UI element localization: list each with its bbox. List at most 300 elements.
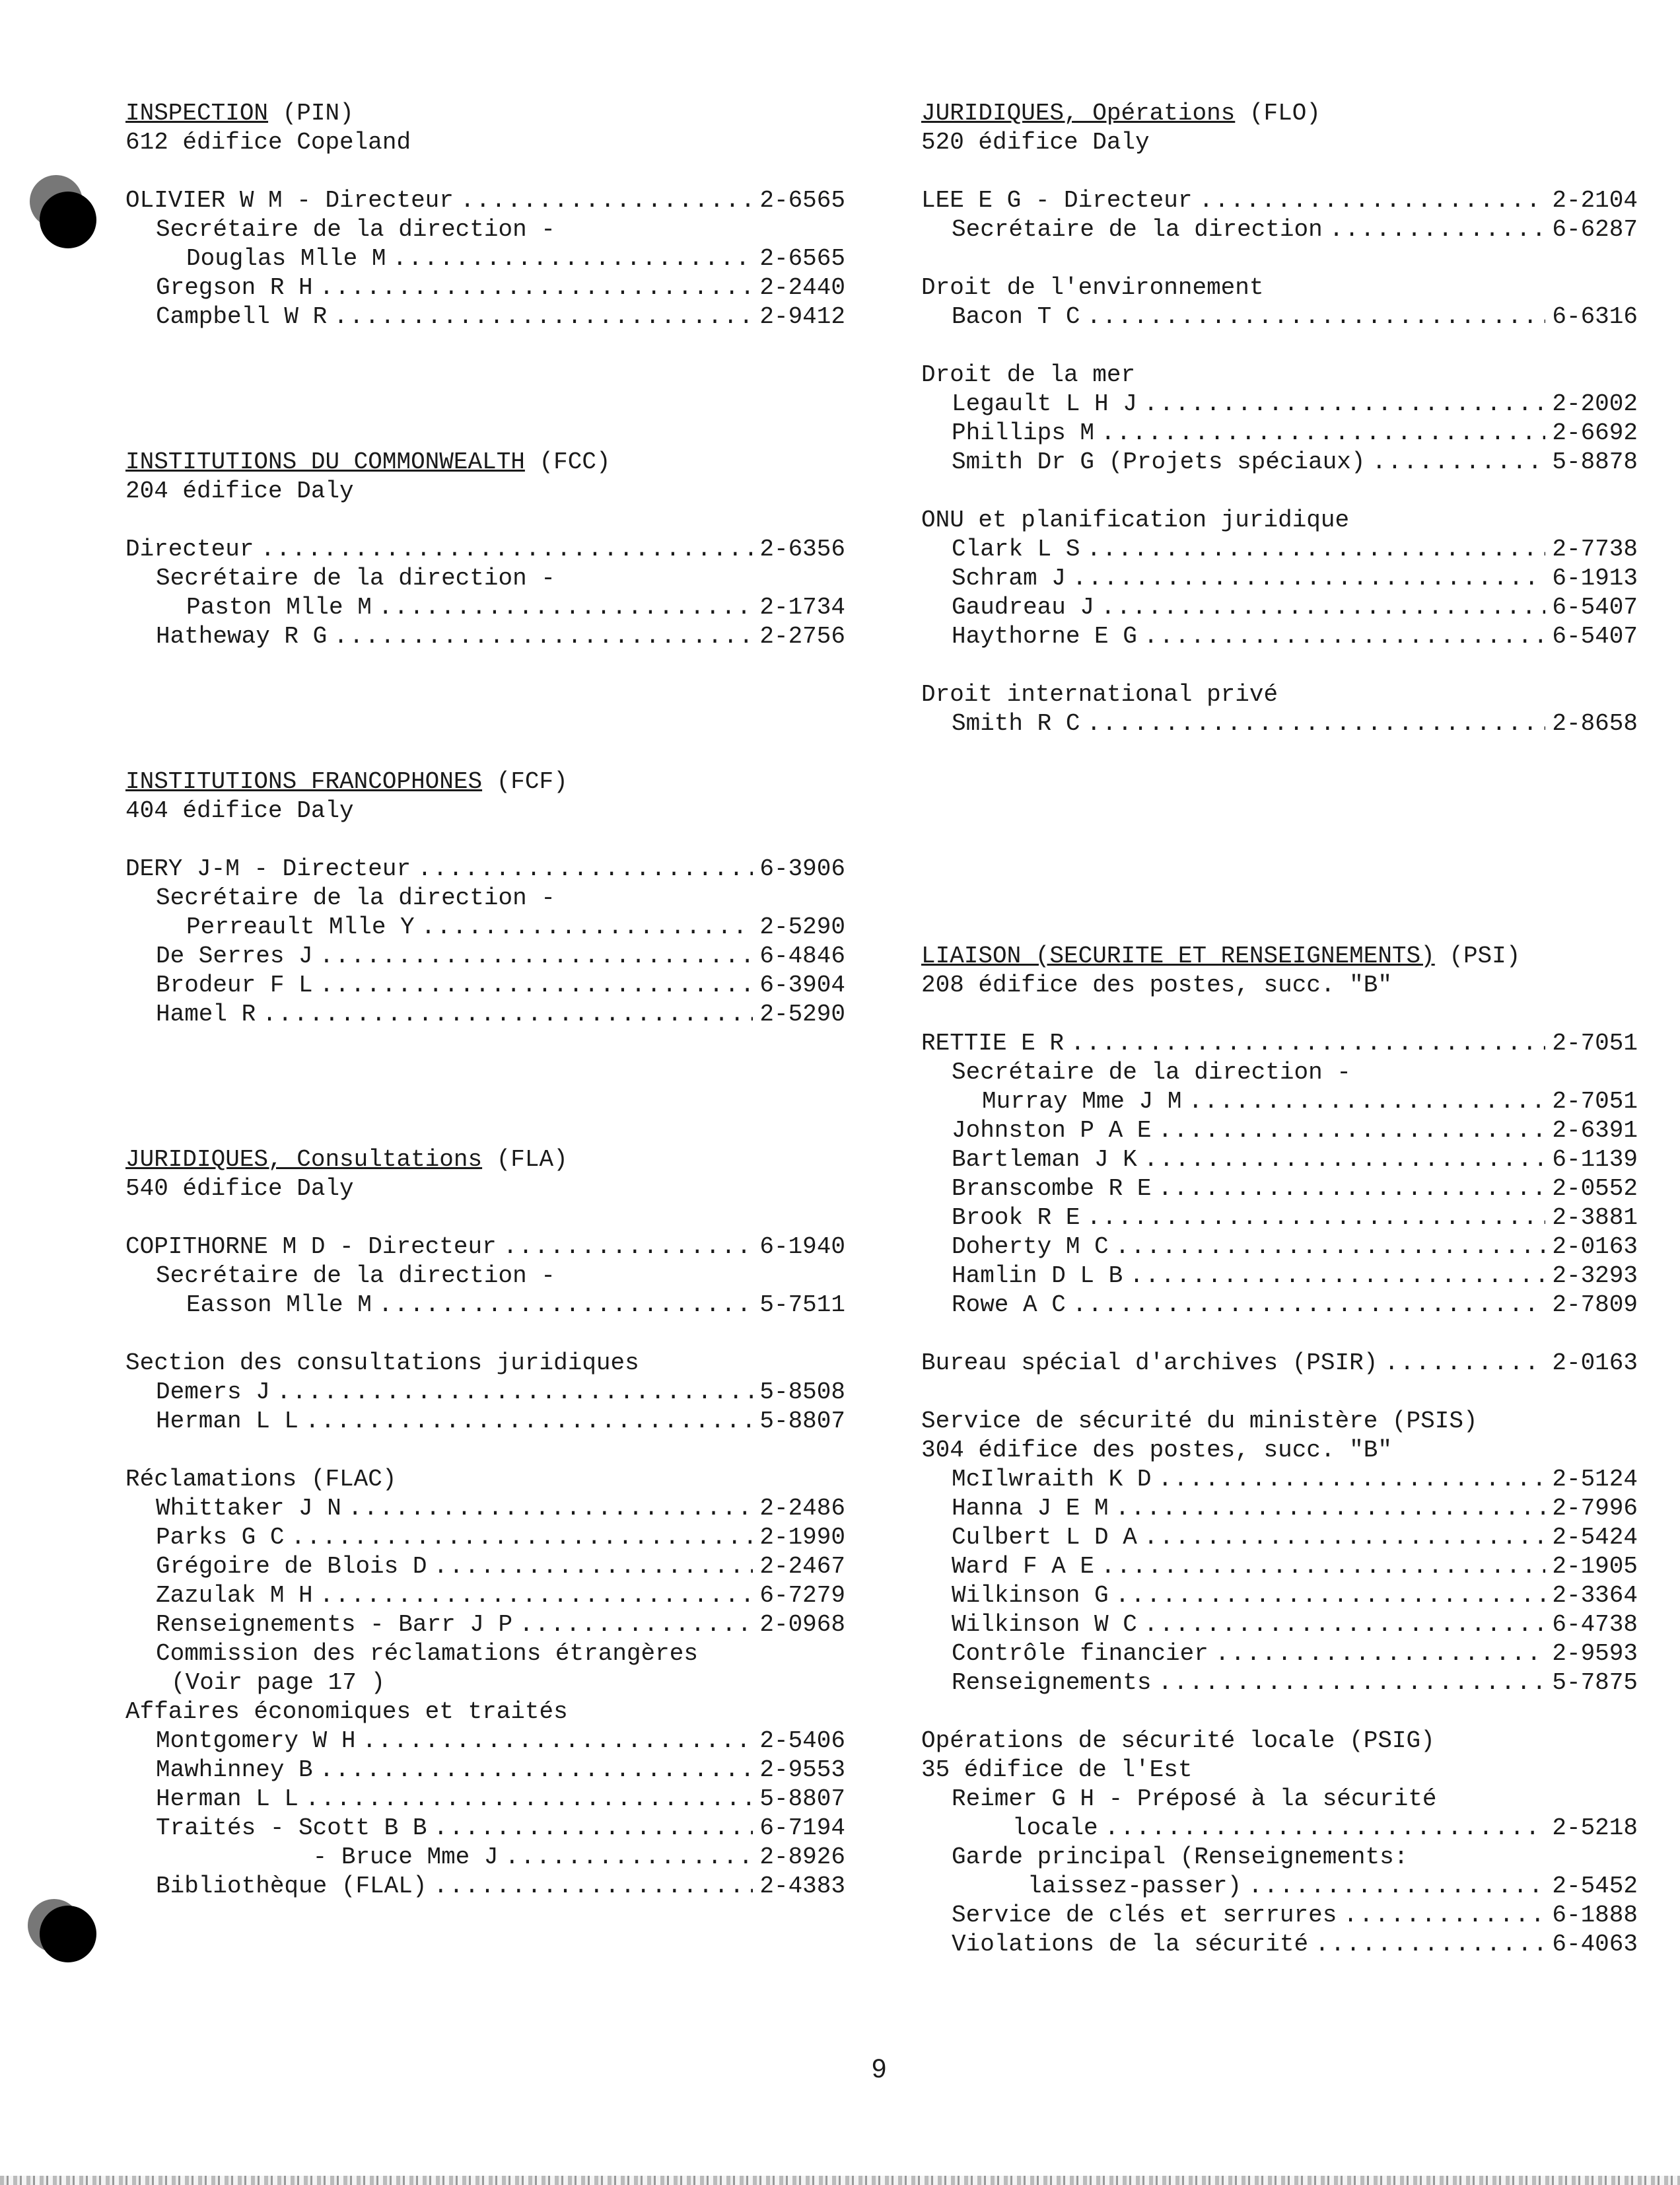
dot-leader [320, 942, 753, 971]
entry-name: Smith Dr G (Projets spéciaux) [952, 448, 1366, 476]
directory-entry [125, 942, 845, 971]
entry-name: Hatheway R G [156, 623, 328, 650]
directory-section [921, 942, 1638, 1320]
entry-name: Herman L L [156, 1785, 299, 1812]
directory-entry [921, 419, 1638, 448]
entry-phone: 2-1734 [759, 594, 845, 621]
dot-leader [378, 1291, 753, 1320]
section-code: (FCC) [539, 448, 611, 476]
dot-leader [1144, 1610, 1546, 1639]
entry-name: Commission des réclamations étrangères [156, 1640, 698, 1667]
directory-entry [125, 1233, 845, 1262]
heading-spacer [921, 157, 1638, 186]
dot-leader [505, 1843, 753, 1872]
directory-entry [921, 1029, 1638, 1058]
entry-name: Ward F A E [952, 1553, 1095, 1580]
dot-leader [277, 1378, 753, 1407]
entry-phone: 2-5290 [759, 1001, 845, 1028]
directory-entry [921, 1436, 1638, 1465]
heading-spacer [125, 1203, 845, 1233]
entry-name: Whittaker J N [156, 1495, 341, 1522]
directory-entry [125, 1668, 845, 1698]
entry-name: Haythorne E G [952, 623, 1137, 650]
directory-entry [125, 244, 845, 273]
entry-phone: 6-6316 [1552, 303, 1638, 330]
entry-name: Murray Mme J M [982, 1088, 1182, 1115]
dot-leader [417, 855, 753, 884]
entry-phone: 2-3293 [1552, 1262, 1638, 1289]
directory-entry [125, 1872, 845, 1901]
dot-leader [519, 1610, 753, 1639]
dot-leader [1315, 1930, 1545, 1959]
entry-phone: 2-5290 [759, 913, 845, 941]
dot-leader [1101, 593, 1545, 622]
entry-name: COPITHORNE M D - Directeur [125, 1233, 497, 1260]
dot-leader [392, 244, 753, 273]
directory-section [921, 1407, 1638, 1698]
directory-entry [125, 186, 845, 215]
entry-name: Schram J [952, 565, 1066, 592]
directory-entry [921, 1581, 1638, 1610]
entry-name: Secrétaire de la direction - [156, 216, 555, 243]
entry-name: Opérations de sécurité locale (PSIG) [921, 1727, 1435, 1754]
entry-name: Secrétaire de la direction - [952, 1059, 1351, 1086]
entry-phone: 2-6692 [1552, 419, 1638, 447]
directory-entry [125, 1465, 845, 1494]
entry-name: Smith R C [952, 710, 1080, 737]
section-address: 204 édifice Daly [125, 478, 354, 505]
directory-entry [921, 1785, 1638, 1814]
dot-leader [348, 1494, 753, 1523]
section-code: (PSI) [1449, 943, 1521, 970]
entry-phone: 2-7996 [1552, 1495, 1638, 1522]
dot-leader [1115, 1581, 1546, 1610]
entry-name: Renseignements [952, 1669, 1152, 1696]
directory-entry [921, 535, 1638, 564]
section-spacer [921, 244, 1638, 273]
dot-leader [433, 1814, 753, 1843]
heading-spacer [921, 1000, 1638, 1029]
entry-name: Traités - Scott B B [156, 1814, 427, 1842]
entry-name: RETTIE E R [921, 1030, 1065, 1057]
entry-name: locale [1012, 1814, 1098, 1842]
dot-leader [1158, 1174, 1545, 1203]
section-spacer [125, 1320, 845, 1349]
entry-phone: 6-4846 [759, 943, 845, 970]
directory-entry [921, 448, 1638, 477]
section-heading [125, 768, 845, 797]
heading-spacer [125, 157, 845, 186]
directory-entry [125, 535, 845, 564]
section-address: 540 édifice Daly [125, 1175, 354, 1202]
dot-leader [433, 1872, 753, 1901]
entry-phone: 2-1905 [1552, 1553, 1638, 1580]
entry-name: Secrétaire de la direction - [156, 884, 555, 912]
entry-phone: 5-8508 [759, 1379, 845, 1406]
entry-phone: 2-5452 [1552, 1873, 1638, 1900]
section-title: INSTITUTIONS DU COMMONWEALTH [125, 448, 525, 476]
entry-name: Culbert L D A [952, 1524, 1137, 1551]
dot-leader [1070, 1029, 1545, 1058]
directory-entry [921, 1610, 1638, 1639]
directory-entry [921, 506, 1638, 535]
entry-name: Clark L S [952, 536, 1080, 563]
dot-leader [305, 1785, 753, 1814]
entry-name: Grégoire de Blois D [156, 1553, 427, 1580]
section-spacer [921, 477, 1638, 506]
entry-name: De Serres J [156, 943, 313, 970]
entry-name: - Bruce Mme J [156, 1844, 499, 1871]
dot-leader [1072, 564, 1546, 593]
directory-entry [125, 1727, 845, 1756]
entry-phone: 6-1913 [1552, 565, 1638, 592]
dot-leader [1248, 1872, 1545, 1901]
directory-entry [921, 1203, 1638, 1233]
entry-phone: 2-2467 [759, 1553, 845, 1580]
right-column [921, 99, 1638, 1959]
dot-leader [1144, 622, 1546, 651]
section-spacer [921, 1378, 1638, 1407]
dot-leader [320, 1756, 753, 1785]
directory-entry [921, 1668, 1638, 1698]
dot-leader [433, 1552, 753, 1581]
dot-leader [1086, 1203, 1545, 1233]
section-heading [125, 1145, 845, 1174]
dot-leader [1158, 1668, 1545, 1698]
entry-name: Douglas Mlle M [186, 245, 386, 272]
directory-section [921, 1349, 1638, 1378]
entry-phone: 2-8658 [1552, 710, 1638, 737]
entry-name: Droit de la mer [921, 361, 1136, 388]
directory-entry [125, 593, 845, 622]
directory-entry [125, 1610, 845, 1639]
entry-name: 304 édifice des postes, succ. "B" [921, 1437, 1392, 1464]
entry-phone: 5-8807 [759, 1408, 845, 1435]
directory-entry [921, 1407, 1638, 1436]
dot-leader [305, 1407, 753, 1436]
directory-entry [921, 1756, 1638, 1785]
directory-entry [125, 1843, 845, 1872]
entry-name: Zazulak M H [156, 1582, 313, 1609]
directory-entry [125, 884, 845, 913]
directory-entry [921, 1901, 1638, 1930]
section-title: JURIDIQUES, Opérations [921, 100, 1236, 127]
directory-entry [125, 1407, 845, 1436]
directory-entry [125, 1349, 845, 1378]
directory-entry [125, 564, 845, 593]
dot-leader [1105, 1814, 1546, 1843]
section-code: (FLO) [1249, 100, 1321, 127]
directory-entry [125, 1494, 845, 1523]
dot-leader [1144, 1523, 1546, 1552]
dot-leader [1158, 1116, 1545, 1145]
directory-entry [921, 1291, 1638, 1320]
directory-section [125, 99, 845, 332]
entry-name: 35 édifice de l'Est [921, 1756, 1193, 1783]
entry-name: Droit international privé [921, 681, 1278, 708]
entry-name: Section des consultations juridiques [125, 1349, 639, 1377]
entry-name: Parks G C [156, 1524, 285, 1551]
directory-entry [921, 1552, 1638, 1581]
directory-entry [921, 1814, 1638, 1843]
section-spacer [921, 651, 1638, 680]
entry-name: Secrétaire de la direction - [156, 565, 555, 592]
entry-name: Droit de l'environnement [921, 274, 1264, 301]
dot-leader [333, 622, 753, 651]
directory-entry [125, 1698, 845, 1727]
entry-phone: 2-6565 [759, 187, 845, 214]
dot-leader [421, 913, 753, 942]
section-address: 520 édifice Daly [921, 129, 1150, 156]
entry-phone: 6-1888 [1552, 1902, 1638, 1929]
entry-phone: 2-5218 [1552, 1814, 1638, 1842]
directory-entry [921, 564, 1638, 593]
entry-name: Brook R E [952, 1204, 1080, 1231]
entry-name: Secrétaire de la direction - [156, 1262, 555, 1289]
section-spacer [921, 1698, 1638, 1727]
directory-entry [125, 1639, 845, 1668]
directory-section [125, 448, 845, 651]
dot-leader [1101, 419, 1545, 448]
dot-leader [1086, 535, 1545, 564]
entry-name: Réclamations (FLAC) [125, 1466, 397, 1493]
dot-leader [1158, 1465, 1545, 1494]
directory-entry [125, 303, 845, 332]
directory-section [921, 1727, 1638, 1959]
entry-phone: 5-7511 [759, 1291, 845, 1318]
entry-name: Campbell W R [156, 303, 328, 330]
dot-leader [1343, 1901, 1545, 1930]
dot-leader [320, 971, 753, 1000]
entry-name: Bartleman J K [952, 1146, 1137, 1173]
entry-phone: 2-2440 [759, 274, 845, 301]
dot-leader [260, 535, 753, 564]
section-spacer [921, 332, 1638, 361]
entry-phone: 2-5424 [1552, 1524, 1638, 1551]
directory-entry [921, 622, 1638, 651]
entry-name: Violations de la sécurité [952, 1931, 1309, 1958]
section-heading [125, 448, 845, 477]
dot-leader [1101, 1552, 1545, 1581]
entry-name: Hamel R [156, 1001, 256, 1028]
directory-entry [921, 1494, 1638, 1523]
dot-leader [460, 186, 753, 215]
directory-entry [125, 1581, 845, 1610]
entry-phone: 2-5124 [1552, 1466, 1638, 1493]
entry-phone: 2-2104 [1552, 187, 1638, 214]
directory-entry [921, 1262, 1638, 1291]
dot-leader [291, 1523, 753, 1552]
entry-name: Garde principal (Renseignements: [952, 1844, 1409, 1871]
entry-name: OLIVIER W M - Directeur [125, 187, 454, 214]
entry-name: Secrétaire de la direction [952, 216, 1323, 243]
entry-phone: 2-3881 [1552, 1204, 1638, 1231]
section-heading [125, 99, 845, 128]
dot-leader [320, 1581, 753, 1610]
entry-phone: 6-3904 [759, 972, 845, 999]
entry-name: Johnston P A E [952, 1117, 1152, 1144]
entry-phone: 2-4383 [759, 1873, 845, 1900]
section-code: (PIN) [282, 100, 354, 127]
entry-phone: 6-1940 [759, 1233, 845, 1260]
directory-entry [921, 1523, 1638, 1552]
entry-name: Service de clés et serrures [952, 1902, 1337, 1929]
entry-phone: 2-7051 [1552, 1030, 1638, 1057]
entry-name: laissez-passer) [1028, 1873, 1242, 1900]
dot-leader [362, 1727, 753, 1756]
entry-name: DERY J-M - Directeur [125, 855, 411, 882]
directory-entry [921, 1843, 1638, 1872]
directory-entry [921, 1058, 1638, 1087]
entry-name: Gaudreau J [952, 594, 1095, 621]
directory-section [921, 273, 1638, 332]
entry-name: Doherty M C [952, 1233, 1109, 1260]
entry-phone: 5-7875 [1552, 1669, 1638, 1696]
dot-leader [333, 303, 753, 332]
directory-section [921, 361, 1638, 477]
dot-leader [378, 593, 753, 622]
directory-entry [125, 215, 845, 244]
section-address: 208 édifice des postes, succ. "B" [921, 972, 1392, 999]
section-heading [921, 942, 1638, 971]
entry-name: Affaires économiques et traités [125, 1698, 568, 1725]
entry-phone: 2-9553 [759, 1756, 845, 1783]
entry-phone: 2-2486 [759, 1495, 845, 1522]
entry-name: Montgomery W H [156, 1727, 356, 1754]
directory-entry [125, 1291, 845, 1320]
section-spacer [921, 1320, 1638, 1349]
directory-entry [125, 1814, 845, 1843]
section-spacer [125, 1029, 845, 1145]
scan-edge [0, 2176, 1680, 2185]
directory-entry [921, 680, 1638, 709]
entry-name: McIlwraith K D [952, 1466, 1152, 1493]
entry-name: Branscombe R E [952, 1175, 1152, 1202]
entry-phone: 2-3364 [1552, 1582, 1638, 1609]
page-number: 9 [872, 2054, 887, 2083]
section-heading [921, 99, 1638, 128]
entry-phone: 2-6565 [759, 245, 845, 272]
directory-section [125, 768, 845, 1029]
section-code: (FCF) [496, 768, 568, 795]
dot-leader [1188, 1087, 1545, 1116]
entry-name: Phillips M [952, 419, 1095, 447]
directory-entry [125, 1523, 845, 1552]
dot-leader [1129, 1262, 1545, 1291]
directory-entry [125, 971, 845, 1000]
entry-name: Bibliothèque (FLAL) [156, 1873, 427, 1900]
entry-name: Wilkinson G [952, 1582, 1109, 1609]
directory-entry [921, 1872, 1638, 1901]
dot-leader [1384, 1349, 1545, 1378]
entry-name: Gregson R H [156, 274, 313, 301]
entry-name: Directeur [125, 536, 254, 563]
entry-name: Brodeur F L [156, 972, 313, 999]
entry-phone: 2-8926 [759, 1844, 845, 1871]
entry-name: Service de sécurité du ministère (PSIS) [921, 1408, 1478, 1435]
directory-entry [125, 1262, 845, 1291]
heading-spacer [125, 506, 845, 535]
directory-entry [125, 1000, 845, 1029]
entry-name: Bacon T C [952, 303, 1080, 330]
directory-entry [921, 1174, 1638, 1203]
directory-entry [125, 855, 845, 884]
entry-phone: 6-3906 [759, 855, 845, 882]
directory-entry [921, 1639, 1638, 1668]
entry-name: Bureau spécial d'archives (PSIR) [921, 1349, 1378, 1377]
entry-phone: 2-9593 [1552, 1640, 1638, 1667]
entry-phone: 2-7809 [1552, 1291, 1638, 1318]
entry-phone: 2-2002 [1552, 390, 1638, 417]
directory-entry [921, 273, 1638, 303]
entry-phone: 6-5407 [1552, 594, 1638, 621]
section-spacer [125, 332, 845, 448]
directory-entry [921, 361, 1638, 390]
entry-name: Herman L L [156, 1408, 299, 1435]
directory-entry [921, 1465, 1638, 1494]
entry-phone: 2-7051 [1552, 1088, 1638, 1115]
punch-hole [40, 1906, 96, 1962]
directory-entry [921, 215, 1638, 244]
directory-entry [125, 1552, 845, 1581]
dot-leader [1115, 1494, 1546, 1523]
directory-entry [125, 273, 845, 303]
entry-phone: 2-2756 [759, 623, 845, 650]
entry-name: Rowe A C [952, 1291, 1066, 1318]
entry-phone: 5-8878 [1552, 448, 1638, 476]
directory-entry [921, 303, 1638, 332]
entry-name: Demers J [156, 1379, 270, 1406]
entry-phone: 6-5407 [1552, 623, 1638, 650]
section-title: LIAISON (SECURITE ET RENSEIGNEMENTS) [921, 943, 1435, 970]
dot-leader [1144, 1145, 1546, 1174]
entry-phone: 2-5406 [759, 1727, 845, 1754]
entry-name: LEE E G - Directeur [921, 187, 1193, 214]
directory-entry [921, 709, 1638, 738]
section-spacer [125, 1436, 845, 1465]
directory-entry [125, 622, 845, 651]
directory-section [921, 680, 1638, 738]
dot-leader [1199, 186, 1545, 215]
directory-entry [921, 1233, 1638, 1262]
directory-entry [921, 1349, 1638, 1378]
directory-entry [921, 1145, 1638, 1174]
directory-entry [921, 1727, 1638, 1756]
left-column [125, 99, 845, 1901]
heading-spacer [125, 826, 845, 855]
dot-leader [1329, 215, 1546, 244]
entry-name: Mawhinney B [156, 1756, 313, 1783]
entry-phone: 6-4063 [1552, 1931, 1638, 1958]
section-address: 612 édifice Copeland [125, 129, 411, 156]
entry-name: Easson Mlle M [186, 1291, 372, 1318]
section-title: INSTITUTIONS FRANCOPHONES [125, 768, 483, 795]
dot-leader [1086, 709, 1545, 738]
entry-phone: 2-9412 [759, 303, 845, 330]
entry-name: Perreault Mlle Y [186, 913, 415, 941]
entry-phone: 6-7194 [759, 1814, 845, 1842]
dot-leader [262, 1000, 753, 1029]
entry-phone: 2-0968 [759, 1611, 845, 1638]
dot-leader [1072, 1291, 1546, 1320]
directory-entry [921, 390, 1638, 419]
entry-phone: 6-4738 [1552, 1611, 1638, 1638]
dot-leader [1086, 303, 1545, 332]
section-spacer [125, 651, 845, 768]
dot-leader [1372, 448, 1546, 477]
entry-phone: 2-0163 [1552, 1233, 1638, 1260]
section-code: (FLA) [496, 1146, 568, 1173]
